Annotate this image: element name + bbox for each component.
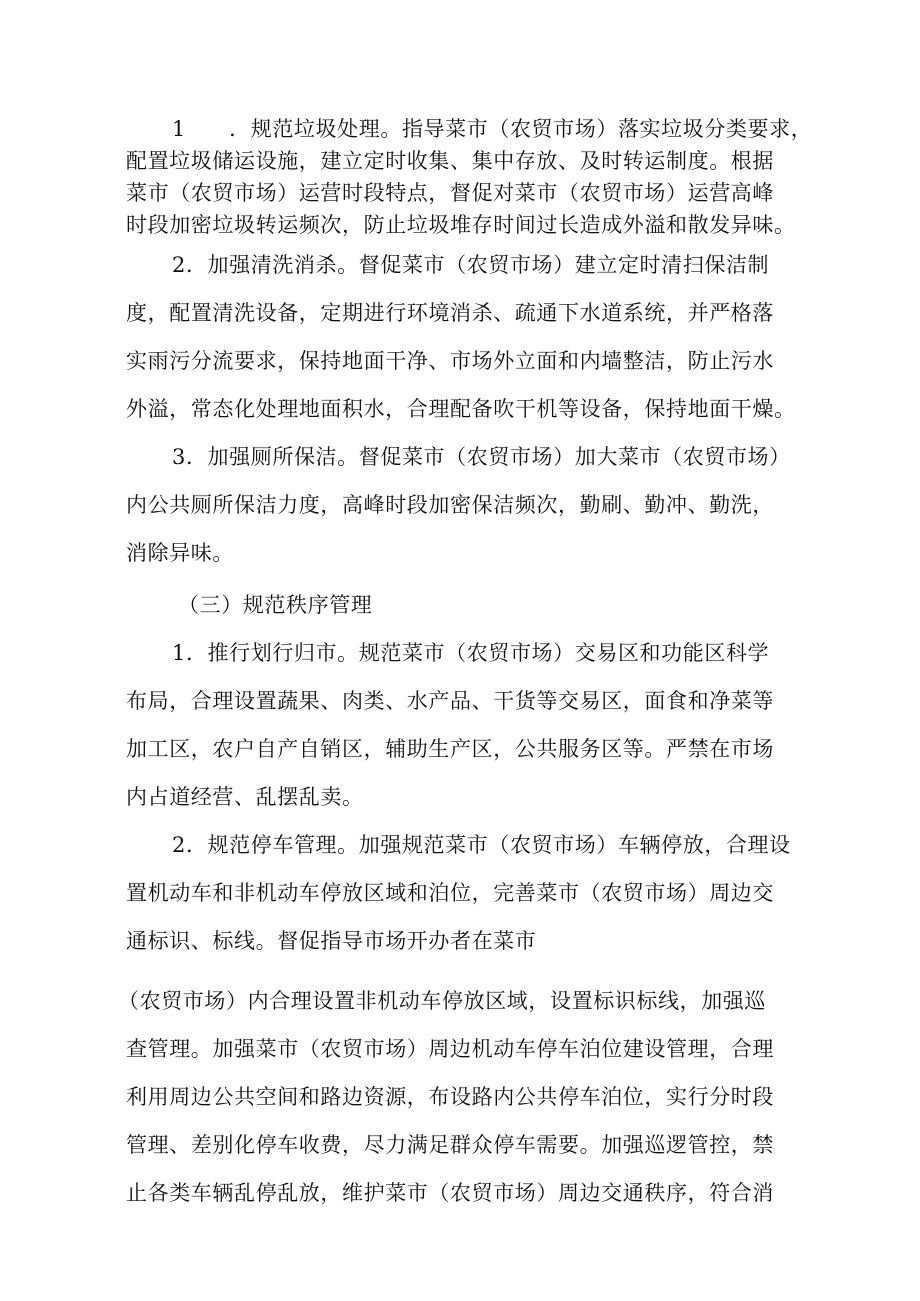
paragraph-6-line-3: 利用周边公共空间和路边资源，布设路内公共停车泊位，实行分时段 [126,1085,774,1109]
paragraph-3-line-3: 消除异味。 [126,541,234,565]
paragraph-1-line-1: 1 ．规范垃圾处理。指导菜市（农贸市场）落实垃圾分类要求， [172,117,813,141]
paragraph-3-line-1: 3．加强厕所保洁。督促菜市（农贸市场）加大菜市（农贸市场） [172,445,791,469]
paragraph-1-line-3: 菜市（农贸市场）运营时段特点，督促对菜市（农贸市场）运营高峰 [126,181,774,205]
paragraph-3-line-2: 内公共厕所保洁力度，高峰时段加密保洁频次，勤刷、勤冲、勤洗， [126,493,774,517]
paragraph-1-line-4: 时段加密垃圾转运频次，防止垃圾堆存时间过长造成外溢和散发异味。 [126,213,796,237]
paragraph-6-line-5: 止各类车辆乱停乱放，维护菜市（农贸市场）周边交通秩序，符合消 [126,1181,774,1205]
paragraph-6-line-2: 查管理。加强菜市（农贸市场）周边机动车停车泊位建设管理，合理 [126,1037,774,1061]
paragraph-2-line-4: 外溢，常态化处理地面积水，合理配备吹干机等设备，保持地面干燥。 [126,397,796,421]
paragraph-6-line-4: 管理、差别化停车收费，尽力满足群众停车需要。加强巡逻管控，禁 [126,1133,774,1157]
section-heading: （三）规范秩序管理 [178,593,373,617]
paragraph-2-line-1: 2．加强清洗消杀。督促菜市（农贸市场）建立定时清扫保洁制 [172,253,770,277]
paragraph-5-line-1: 2．规范停车管理。加强规范菜市（农贸市场）车辆停放，合理设 [172,833,791,857]
paragraph-2-line-2: 度，配置清洗设备，定期进行环境消杀、疏通下水道系统，并严格落 [126,301,774,325]
paragraph-1-line-2: 配置垃圾储运设施，建立定时收集、集中存放、及时转运制度。根据 [126,149,774,173]
paragraph-2-line-3: 实雨污分流要求，保持地面干净、市场外立面和内墙整洁，防止污水 [126,349,774,373]
paragraph-6-line-1: （农贸市场）内合理设置非机动车停放区域，设置标识标线，加强巡 [118,989,766,1013]
paragraph-4-line-2: 布局，合理设置蔬果、肉类、水产品、干货等交易区，面食和净菜等 [126,689,774,713]
paragraph-5-line-3: 通标识、标线。督促指导市场开办者在菜市 [126,929,537,953]
paragraph-4-line-1: 1．推行划行归市。规范菜市（农贸市场）交易区和功能区科学 [172,641,770,665]
paragraph-4-line-3: 加工区，农户自产自销区，辅助生产区，公共服务区等。严禁在市场 [126,737,774,761]
paragraph-5-line-2: 置机动车和非机动车停放区域和泊位，完善菜市（农贸市场）周边交 [126,881,774,905]
paragraph-4-line-4: 内占道经营、乱摆乱卖。 [126,785,364,809]
